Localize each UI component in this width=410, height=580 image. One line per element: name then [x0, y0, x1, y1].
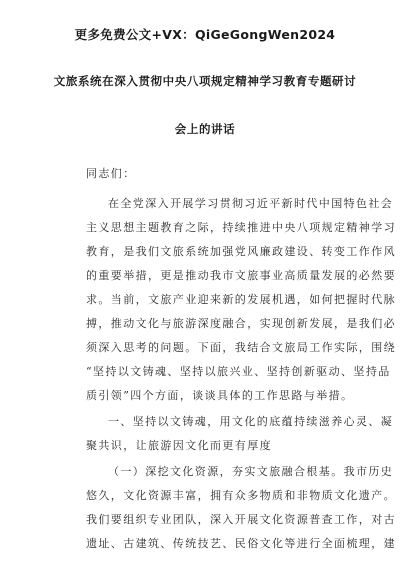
body-line: 求。当前，文旅产业迎来新的发展机遇，如何把握时代脉: [86, 293, 396, 306]
body-line: 的重要举措，更是推动我市文旅事业高质量发展的必然要: [86, 269, 396, 282]
document-title-line-2: 会上的讲话: [174, 122, 236, 136]
body-line: 主义思想主题教育之际，持续推进中央八项规定精神学习: [86, 221, 396, 234]
body-line: 须深入思考的问题。下面，我结合文旅局工作实际，围绕: [86, 341, 396, 354]
body-line: “坚持以文铸魂、坚持以旅兴业、坚持创新驱动、坚持品: [86, 365, 391, 378]
body-line: 教育，是我们文旅系统加强党风廉政建设、转变工作作风: [86, 245, 396, 258]
body-line: （一）深挖文化资源，夯实文旅融合根基。我市历史: [108, 465, 394, 478]
body-line: 我们要组织专业团队，深入开展文化资源普查工作，对古: [86, 513, 396, 526]
salutation: 同志们：: [86, 167, 136, 180]
section-heading-line: 聚共识，让旅游因文化而更有厚度: [86, 439, 272, 452]
body-line: 遗址、古建筑、传统技艺、民俗文化等进行全面梳理，建: [86, 537, 396, 550]
section-heading-line: 一、坚持以文铸魂，用文化的底蕴持续滋养心灵、凝: [108, 415, 394, 428]
header-note: 更多免费公文+VX：QiGeGongWen2024: [74, 27, 336, 42]
body-line: 搏，推动文化与旅游深度融合，实现创新发展，是我们必: [86, 317, 396, 330]
body-line: 在全党深入开展学习贯彻习近平新时代中国特色社会: [108, 197, 394, 210]
body-line: 悠久，文化资源丰富，拥有众多物质和非物质文化遗产。: [86, 489, 396, 502]
body-line: 质引领”四个方面，谈谈具体的工作思路与举措。: [86, 389, 354, 402]
document-title-line-1: 文旅系统在深入贯彻中央八项规定精神学习教育专题研讨: [53, 74, 357, 88]
